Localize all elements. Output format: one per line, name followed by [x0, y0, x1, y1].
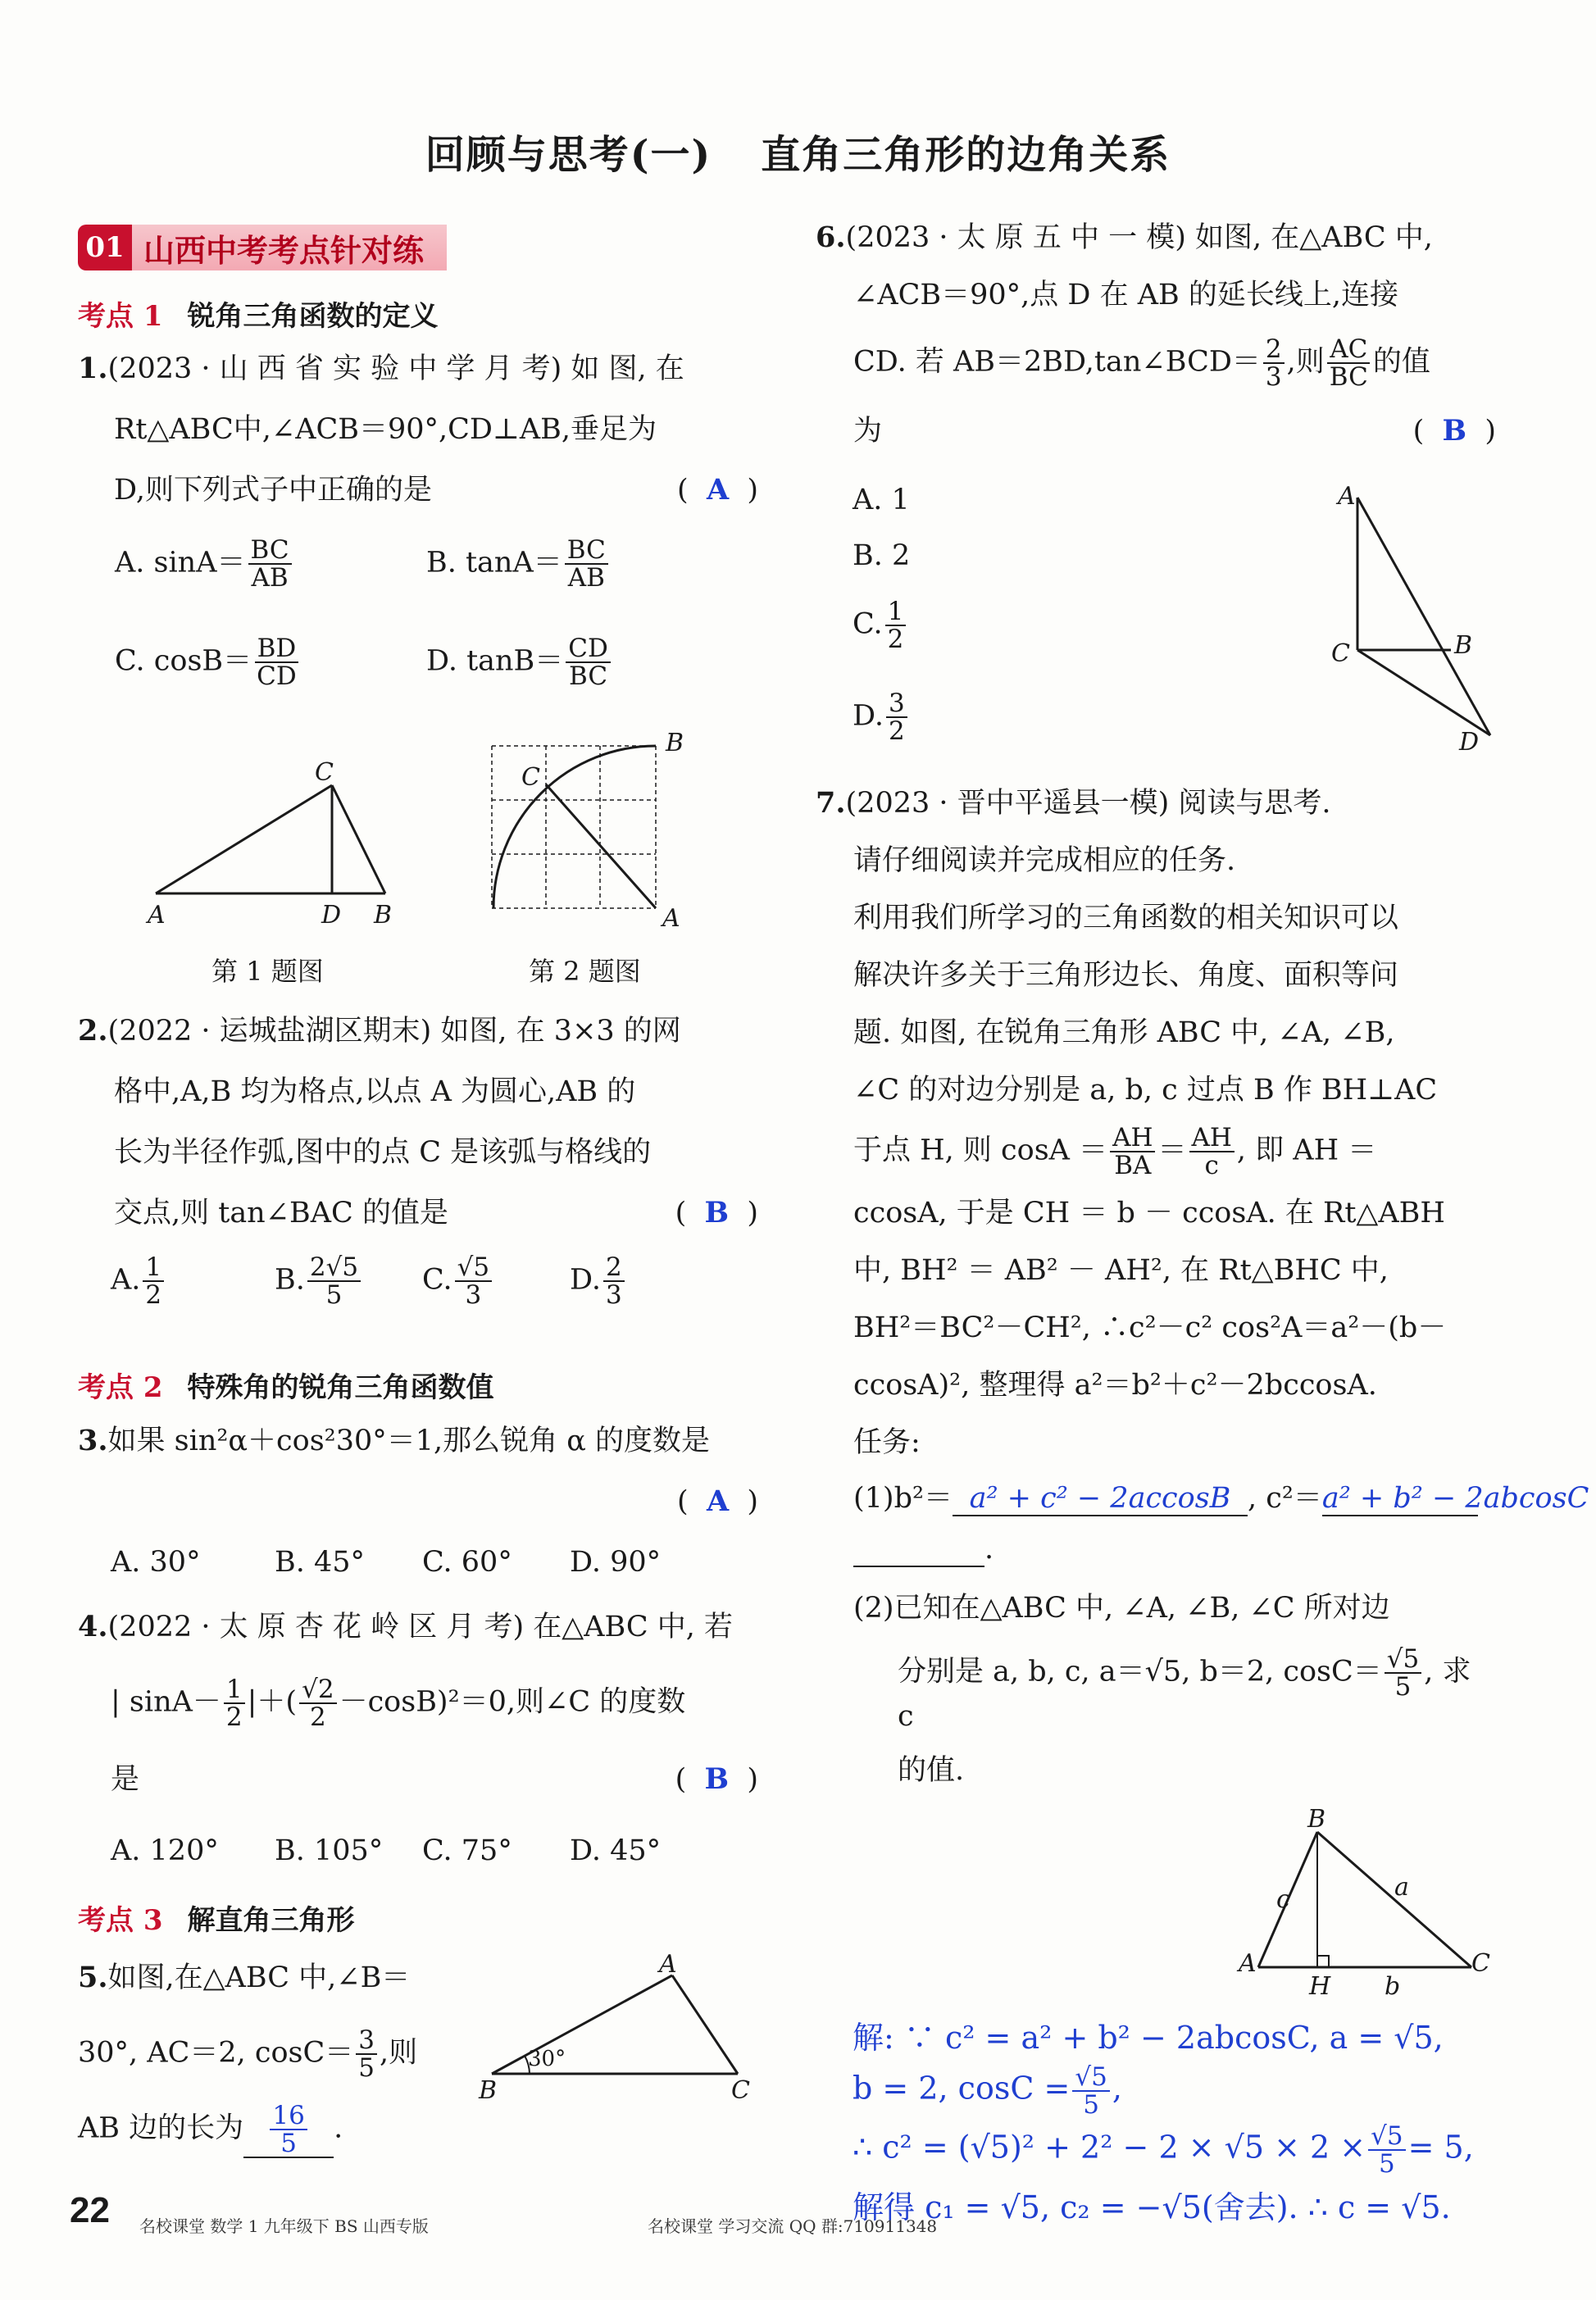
answer-q3: A: [706, 1484, 730, 1518]
q1-option-c: C. cosB＝ $\frac{BD}{CD}$: [115, 635, 302, 689]
svg-text:A: A: [148, 901, 166, 930]
question-1: 1.(2023 · 山 西 省 实 验 中 学 月 考) 如 图, 在 Rt△ABC中,∠ACB＝90°,CD⊥AB,垂足为 D,则下列式子中正确的是 ( A ): [78, 352, 758, 507]
svg-text:B: B: [1454, 631, 1473, 660]
svg-text:a: a: [1394, 1873, 1409, 1902]
question-4: 4.(2022 · 太 原 杏 花 岭 区 月 考) 在△ABC 中, 若 | sinA－ $\frac{1}{2}$ |＋( $\frac{√2}{2}$ －cosB)²＝0,则∠C 的度数 是 ( B ): [78, 1610, 758, 1796]
figure-6-diagram: [1320, 480, 1508, 758]
figure-7-diagram: [1234, 1807, 1504, 2004]
banner-text: 山西中考考点针对练: [132, 225, 447, 270]
q2-option-a: A. $\frac{1}{2}$: [111, 1254, 166, 1308]
page-title: 回顾与思考(一) 直角三角形的边角关系: [425, 132, 1171, 178]
svg-text:A: A: [662, 904, 680, 933]
figure-5-diagrams: [475, 1951, 754, 2107]
q2-option-d: D. $\frac{2}{3}$: [570, 1254, 627, 1308]
answer-q1: A: [706, 473, 730, 507]
q7-solution: 解: ∵ c² = a² + b² − 2abcosC, a = √5, b = 2, cosC = $\frac{√5}{5}$ , ∴ c² = (√5)² + 2² − 2 × √5 × 2 × $\frac{√5}{5}$ = 5, 解得 c₁ = √5, c₂ = −√5(舍去). ∴ c = √5.: [853, 2020, 1474, 2225]
footer-left: 名校课堂 数学 1 九年级下 BS 山西专版: [139, 2216, 429, 2236]
svg-text:c: c: [1276, 1885, 1290, 1914]
question-3: 3.如果 sin²α＋cos²30°＝1,那么锐角 α 的度数是 ( A ): [78, 1424, 758, 1518]
svg-text:A: A: [1239, 1949, 1257, 1978]
question-7: 7.(2023 · 晋中平遥县一模) 阅读与思考. 请仔细阅读并完成相应的任务. 利用我们所学习的三角函数的相关知识可以 解决许多关于三角形边长、角度、面积等问 题. 如图, 在锐角三角形 ABC 中, ∠A, ∠B, ∠C 的对边分别是 a, b, c 过点 B 作 BH⊥AC 于点 H, 则 cosA ＝ $\frac{AH}{BA}$ ＝ $\frac{AH}{c}$ , 即 AH ＝ ccosA, 于是 CH ＝ b － ccosA. 在 Rt△ABH 中, BH² ＝ AB² － AH², 在 Rt△BHC 中, BH²＝BC²－CH², ∴c²－c² cos²A＝a²－(b－ ccosA)², 整理得 a²＝b²＋c²－2bccosA. 任务: (1)b²＝ a² + c² − 2accosB , c²＝a² + b² − 2abcosC . (2)已知在△ABC 中, ∠A, ∠B, ∠C 所对边 分别是 a, b, c, a＝√5, b＝2, cosC＝ $\frac{√5}{5}$ , 求 c 的值.: [816, 786, 1589, 1787]
banner-number: 01: [78, 225, 132, 270]
kaodian-3-heading: 考点 3 解直角三角形: [78, 1904, 355, 1937]
svg-text:30°: 30°: [528, 2047, 566, 2071]
answer-q4: B: [704, 1762, 730, 1796]
task1-answer-c: a² + b² − 2abcosC: [1321, 1482, 1589, 1515]
svg-text:D: D: [321, 901, 342, 930]
figure-1-caption: 第 1 题图: [211, 956, 324, 987]
figure-1-diagram: [139, 754, 402, 934]
section-banner: [78, 223, 447, 272]
q6-option-a: A. 1: [853, 484, 910, 516]
svg-text:A: A: [659, 1951, 677, 1979]
task1-answer-b: a² + c² − 2accosB: [969, 1482, 1231, 1515]
q1-option-d: D. tanB＝ $\frac{CD}{BC}$: [426, 635, 613, 689]
question-6: 6.(2023 · 太 原 五 中 一 模) 如图, 在△ABC 中, ∠ACB＝90°,点 D 在 AB 的延长线上,连接 CD. 若 AB＝2BD,tan∠BCD＝ $\frac{2}{3}$ ,则 $\frac{AC}{BC}$ 的值 为 ( B ): [816, 220, 1496, 448]
svg-text:b: b: [1385, 1972, 1401, 2001]
q3-options: A. 30° B. 45° C. 60° D. 90°: [111, 1546, 662, 1579]
svg-text:C: C: [315, 758, 334, 787]
page-number: 22: [70, 2190, 110, 2230]
svg-text:C: C: [1471, 1949, 1490, 1978]
svg-text:B: B: [374, 901, 393, 930]
svg-text:D: D: [1459, 728, 1480, 757]
question-5: 5.如图,在△ABC 中,∠B＝ 30°, AC＝2, cosC＝ $\frac{3}{5}$ ,则 AB 边的长为 $\frac{16}{5}$ .: [78, 1961, 418, 2158]
kaodian-2-heading: 考点 2 特殊角的锐角三角函数值: [78, 1371, 494, 1404]
q4-options: A. 120° B. 105° C. 75° D. 45°: [111, 1834, 662, 1867]
svg-text:C: C: [521, 763, 540, 792]
q1-option-a: A. sinA＝ $\frac{BC}{AB}$: [115, 537, 294, 591]
svg-text:A: A: [1338, 482, 1356, 511]
q2-option-b: B. $\frac{2√5}{5}$: [275, 1254, 363, 1308]
svg-text:B: B: [1307, 1807, 1326, 1834]
q2-option-c: C. $\frac{√5}{3}$: [422, 1254, 494, 1308]
svg-text:B: B: [479, 2076, 498, 2105]
figure-2-diagram: [475, 730, 697, 934]
figure-2-caption: 第 2 题图: [529, 956, 641, 987]
svg-text:C: C: [731, 2076, 750, 2105]
kaodian-1-heading: 考点 1 锐角三角函数的定义: [78, 300, 439, 333]
svg-text:C: C: [1331, 639, 1350, 668]
svg-text:H: H: [1309, 1972, 1331, 2001]
q6-option-b: B. 2: [853, 539, 911, 572]
svg-text:B: B: [666, 730, 684, 757]
q6-option-c: C. $\frac{1}{2}$: [853, 598, 908, 652]
q1-option-b: B. tanA＝ $\frac{BC}{AB}$: [426, 537, 611, 591]
footer-mid: 名校课堂 学习交流 QQ 群:710911348: [648, 2216, 938, 2236]
answer-q2: B: [704, 1196, 730, 1230]
answer-q6: B: [1442, 414, 1467, 448]
q6-option-d: D. $\frac{3}{2}$: [853, 690, 910, 744]
question-2: 2.(2022 · 运城盐湖区期末) 如图, 在 3×3 的网 格中,A,B 均为格点,以点 A 为圆心,AB 的 长为半径作弧,图中的点 C 是该弧与格线的 交点,则 tan∠BAC 的值是 ( B ): [78, 1014, 758, 1230]
